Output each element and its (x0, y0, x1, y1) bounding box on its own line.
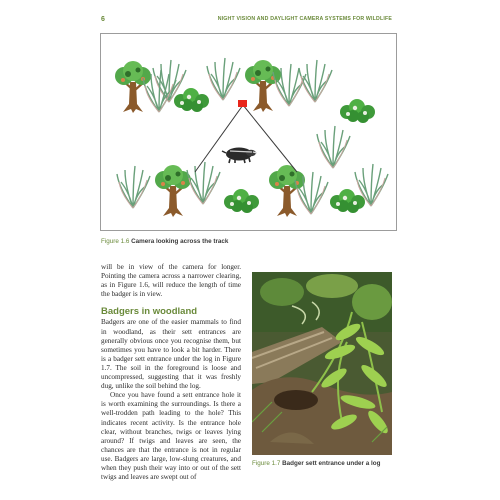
intro-paragraph: will be in view of the camera for longer. Pointing the camera across a narrower clearing, as in Figure 1.6, will reduce the length of time the badger is in view. (101, 263, 241, 299)
figure-caption-text: Badger sett entrance under a log (282, 460, 381, 467)
plants-bottom-row (117, 162, 388, 217)
figure-label: Figure 1.6 (101, 238, 130, 245)
figure-1-6-illustration (100, 33, 397, 231)
plants-top-row (115, 58, 375, 123)
paragraph-1: Badgers are one of the easier mammals to find in woodland, as their sett entrances are generally obvious once you recognise them, but sometimes you have to look a bit harder. There is a badger sett entrance under the log in Figure 1.7. The soil in the foreground is loose and uncompressed, suggesting that it was freshly dug, unlike the soil behind the log. (101, 318, 241, 391)
page-number: 6 (101, 16, 105, 23)
figure-label: Figure 1.7 (252, 460, 281, 467)
running-head: NIGHT VISION AND DAYLIGHT CAMERA SYSTEMS FOR WILDLIFE (217, 16, 392, 22)
figure-1-6-caption (101, 238, 228, 245)
figure-caption-text: Camera looking across the track (131, 238, 229, 245)
plants-middle (317, 126, 350, 168)
camera-marker (238, 100, 247, 107)
figure-1-7-photo (252, 272, 392, 455)
body-text-column (101, 263, 241, 482)
camera-view-lines (195, 105, 297, 172)
paragraph-2: Once you have found a sett entrance hole it is worth examining the surroundings. Is there a well-trodden path leading to the hole? This indicates recent activity. Is the entrance hole clear, without branches, twigs or leaves lying around? If twigs and leaves are seen, the chances are that the entrance is not in regular use. Badgers are large, low-slung creatures, and when they push their way into or out of the sett twigs and leaves are swept out of (101, 391, 241, 482)
badger-icon (222, 148, 257, 164)
section-heading: Badgers in woodland (101, 306, 198, 318)
figure-1-7-caption (252, 460, 380, 467)
